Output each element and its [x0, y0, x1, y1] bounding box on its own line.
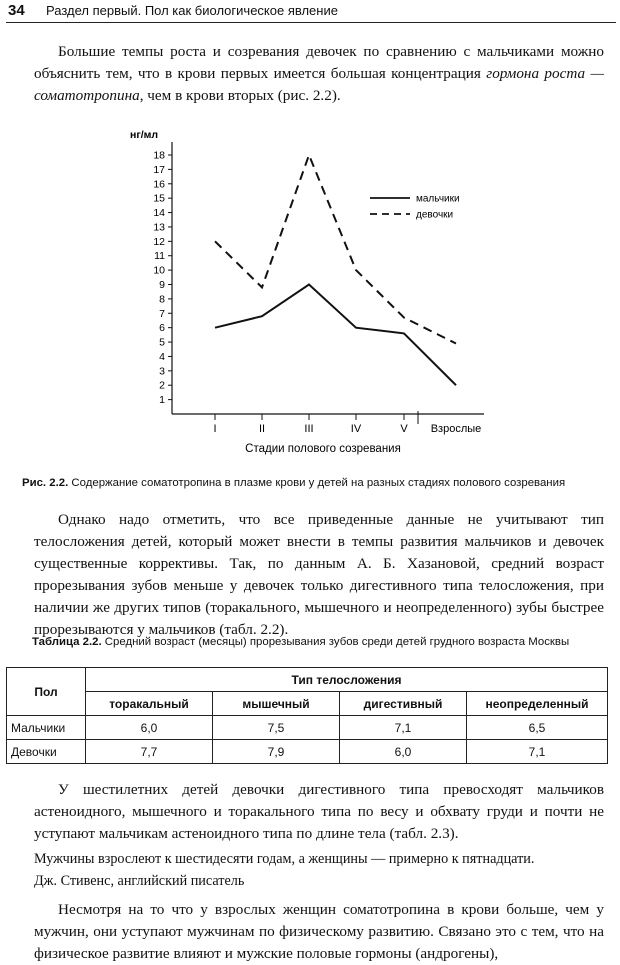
y-tick-label: 16 — [153, 178, 165, 191]
paragraph-1-text-a: Большие темпы роста и созревания девочек по сравнению с мальчиками можно объяснить тем, что в крови первых имеется большая концентрация — [34, 43, 604, 82]
y-tick-label: 4 — [159, 350, 165, 363]
paragraph-1-text-b: , чем в крови вторых (рис. 2.2). — [139, 87, 341, 104]
table-col-header: неопределенный — [467, 692, 608, 716]
y-tick-label: 1 — [159, 394, 165, 407]
table-row — [7, 740, 608, 764]
table-caption — [32, 636, 612, 648]
table-col-header: мышечный — [213, 692, 340, 716]
paragraph-3: У шестилетних детей девочки дигестивного типа превосходят мальчиков астеноидного, мышечного и торакального типа по весу и обхвату груди и почти не уступают мальчикам астеноидного типа по длине тела (табл. 2.3). — [34, 781, 604, 842]
table-cell: 7,1 — [340, 716, 467, 740]
table-row-label: Девочки — [7, 740, 86, 764]
x-tick-label: II — [258, 423, 266, 435]
table-cell: 7,7 — [86, 740, 213, 764]
chart-y-label: нг/мл — [130, 129, 159, 141]
table-col-header: дигестивный — [340, 692, 467, 716]
y-tick-label: 13 — [153, 221, 165, 234]
x-tick-label: V — [400, 423, 408, 435]
figure-caption — [22, 477, 612, 489]
chart-legend — [370, 194, 460, 221]
chart-series — [215, 155, 456, 385]
table-cell: 6,0 — [86, 716, 213, 740]
x-tick-label: IV — [350, 423, 362, 435]
y-tick-label: 9 — [159, 279, 165, 291]
y-tick-label: 2 — [159, 379, 165, 392]
y-tick-label: 5 — [159, 336, 165, 349]
y-tick-label: 3 — [159, 365, 165, 378]
table-cell: 6,0 — [340, 740, 467, 764]
y-tick-label: 14 — [153, 207, 165, 220]
y-tick-label: 10 — [153, 264, 165, 277]
y-tick-label: 18 — [153, 149, 165, 162]
line-chart — [120, 128, 500, 468]
y-tick-label: 7 — [159, 307, 165, 320]
paragraph-2: Однако надо отметить, что все приведенные данные не учитывают тип телосложения детей, который может внести в темпы развития мальчиков и девочек существенные коррективы. Так, по данным А. Б. Хазановой, средний возраст прорезывания зубов меньше у девочек только дигестивного типа телосложения, при наличии же других типов (торакального, мышечного и неопределенного) зубы быстрее прорезываются у мальчиков (табл. 2.2). — [34, 511, 604, 638]
chart-x-label: Стадии полового созревания — [245, 443, 401, 455]
epigraph-author: Дж. Стивенс, английский писатель — [34, 873, 245, 889]
data-table — [6, 667, 608, 764]
table-row-label: Мальчики — [7, 716, 86, 740]
table-corner-header: Пол — [7, 668, 86, 716]
table-caption-label: Таблица 2.2. — [32, 636, 102, 648]
y-tick-label: 12 — [153, 235, 165, 248]
chart-axes — [172, 142, 484, 424]
y-tick-label: 11 — [154, 250, 165, 263]
series-line-girls — [215, 155, 456, 344]
y-tick-label: 15 — [153, 192, 165, 205]
epigraph-quote: Мужчины взрослеют к шестидесяти годам, а женщины — примерно к пятнадцати. — [34, 851, 535, 867]
table-row — [7, 716, 608, 740]
table-group-header: Тип телосложения — [86, 668, 608, 692]
y-tick-label: 8 — [159, 293, 165, 306]
chart-y-ticks — [153, 150, 172, 407]
table-cell: 6,5 — [467, 716, 608, 740]
figure-caption-text: Содержание соматотропина в плазме крови у детей на разных стадиях полового созревания — [68, 477, 566, 489]
paragraph-4: Несмотря на то что у взрослых женщин соматотропина в крови больше, чем у мужчин, они уступают мужчинам по физическому развитию. Связано это с тем, что на физическое развитие влияют и мужские половые гормоны (андрогены), — [34, 901, 604, 962]
page-header — [6, 0, 616, 23]
table-col-header: торакальный — [86, 692, 213, 716]
running-head: Раздел первый. Пол как биологическое явление — [46, 3, 338, 18]
paragraph-1 — [34, 41, 604, 107]
x-tick-label: III — [304, 423, 314, 435]
legend-label: девочки — [416, 209, 454, 221]
x-tick-label: Взрослые — [430, 423, 482, 435]
x-tick-label: I — [213, 423, 217, 435]
figure-caption-label: Рис. 2.2. — [22, 477, 69, 489]
table-cell: 7,9 — [213, 740, 340, 764]
paragraph-1-italic: гормона роста — соматотропина — [34, 65, 605, 104]
legend-label: мальчики — [416, 193, 460, 205]
page-number: 34 — [8, 2, 25, 19]
y-tick-label: 17 — [153, 163, 165, 176]
table-caption-text: Средний возраст (месяцы) прорезывания зубов среди детей грудного возраста Москвы — [101, 636, 570, 648]
y-tick-label: 6 — [159, 322, 165, 335]
table-cell: 7,5 — [213, 716, 340, 740]
table-cell: 7,1 — [467, 740, 608, 764]
series-line-boys — [215, 285, 456, 386]
chart-x-ticks — [213, 414, 481, 435]
